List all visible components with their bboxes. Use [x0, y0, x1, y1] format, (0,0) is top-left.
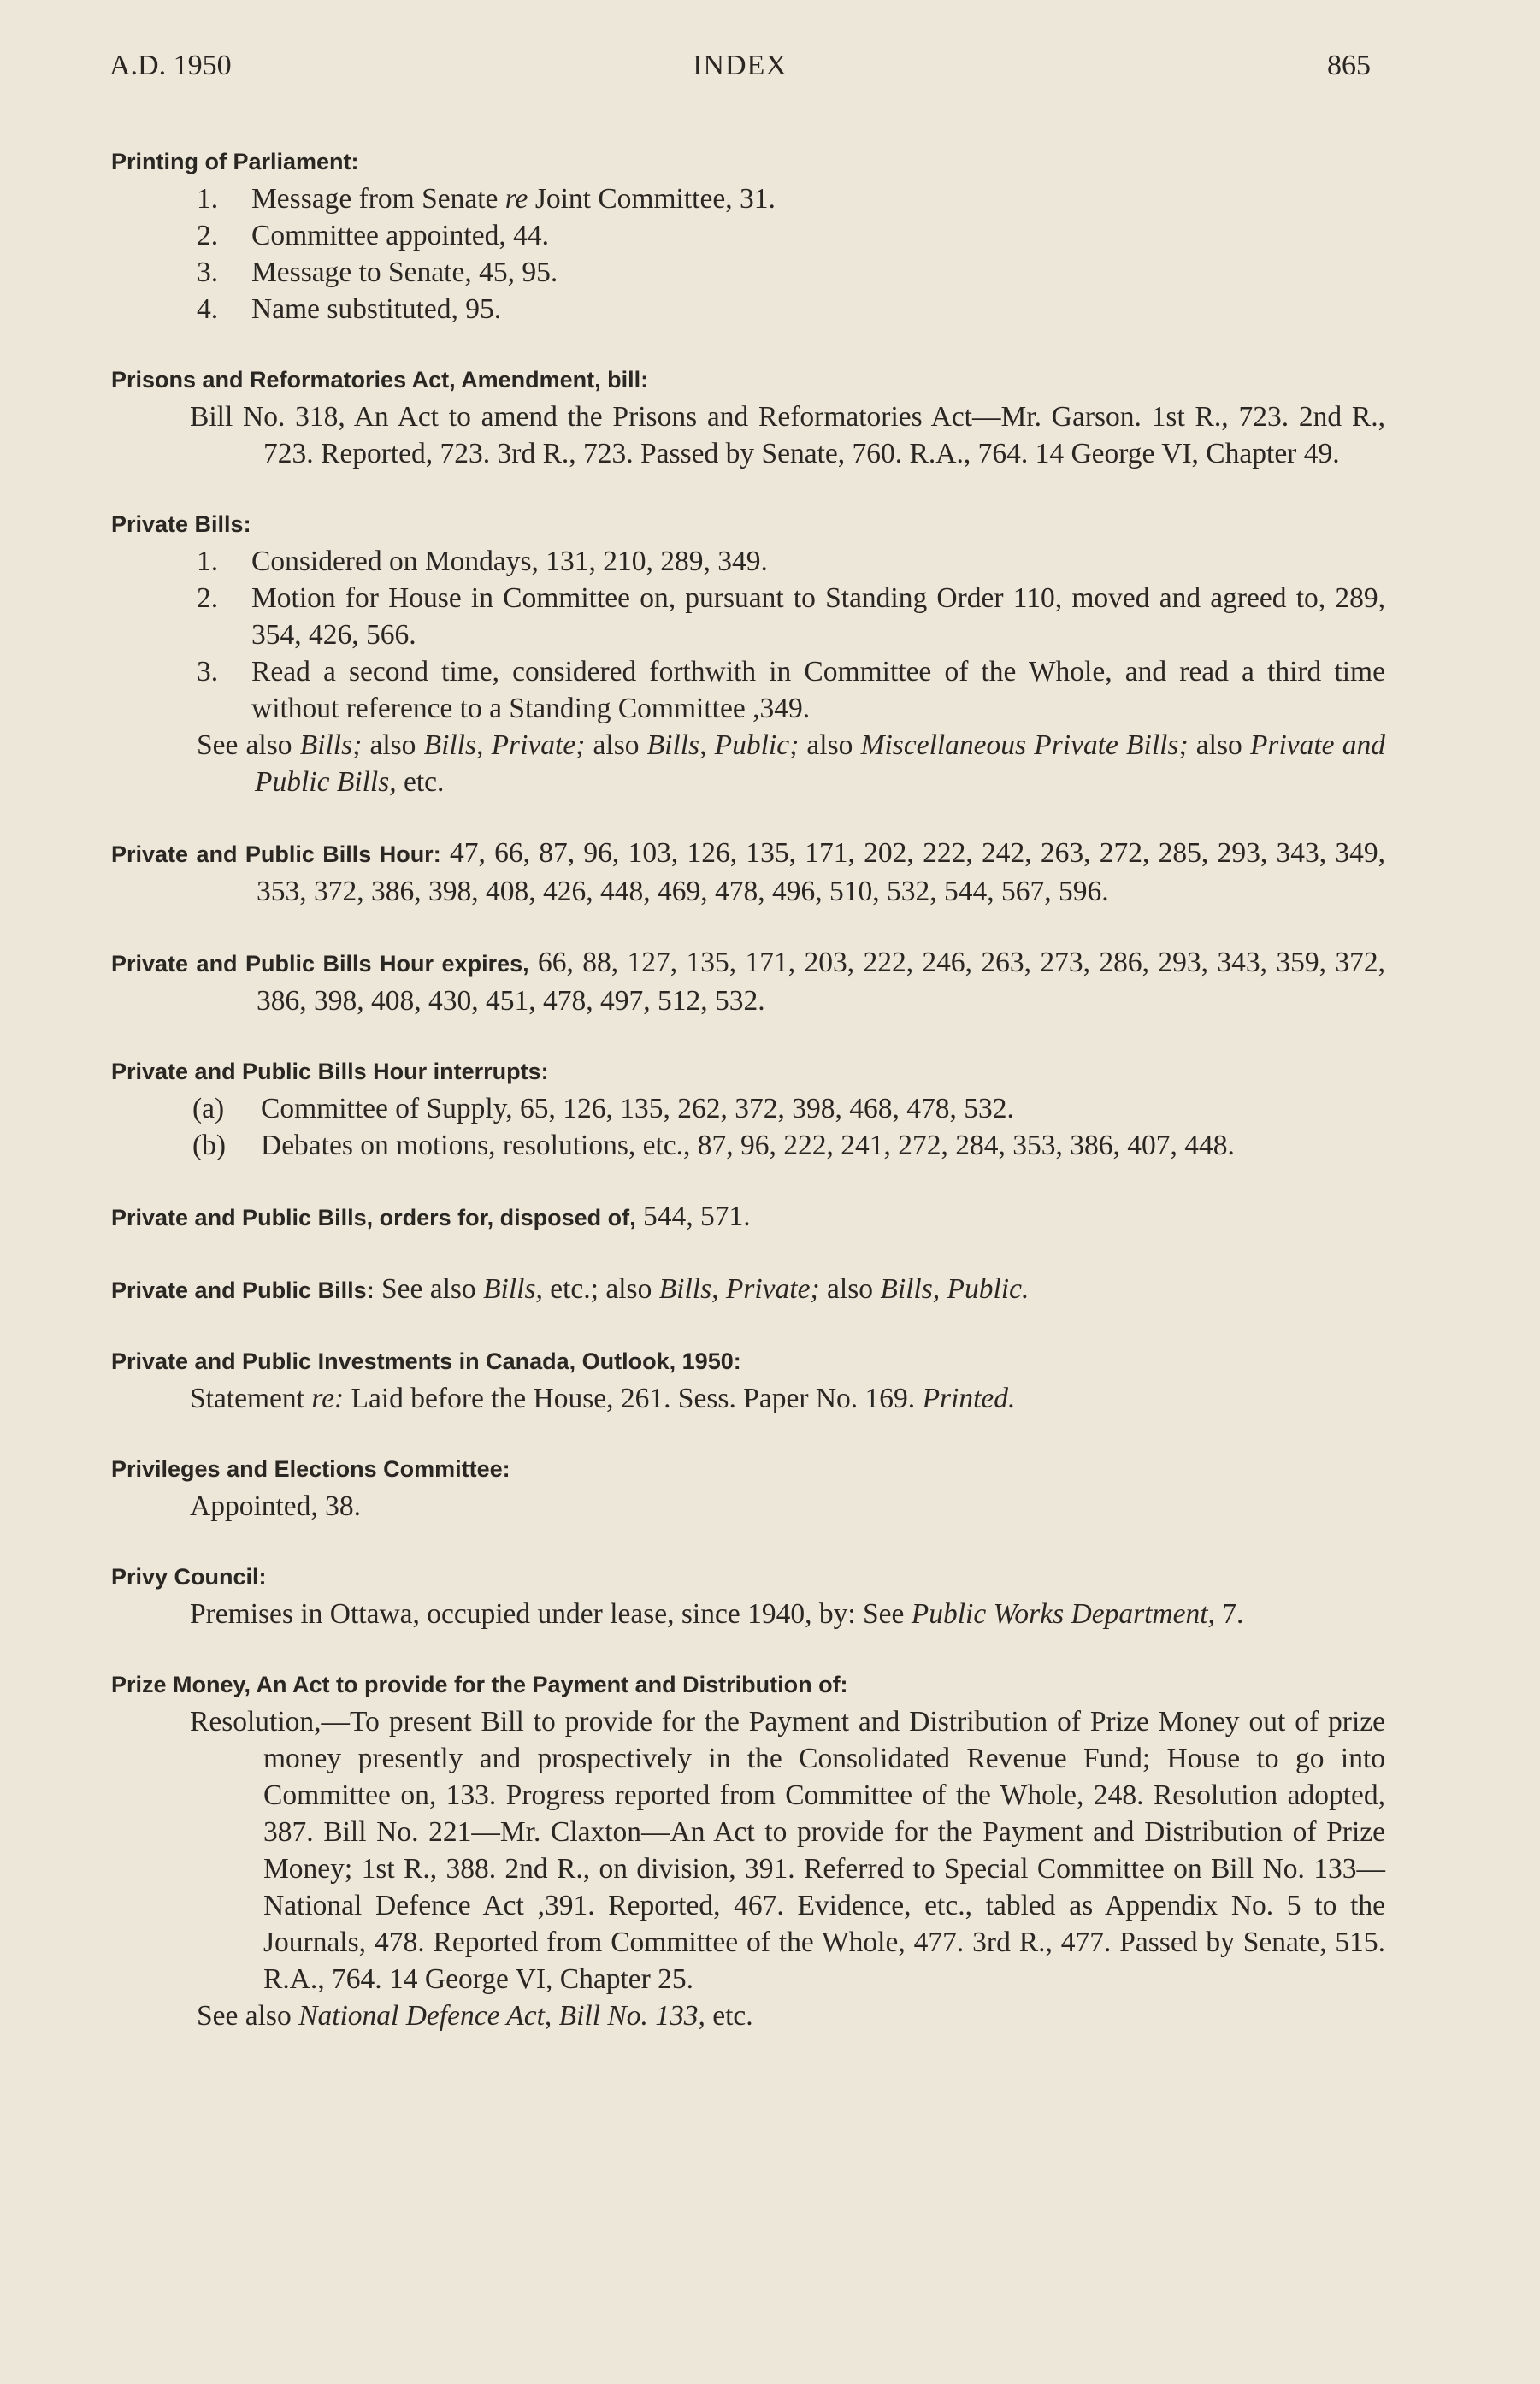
entry-investments-outlook	[111, 1343, 1385, 1417]
entry-body: 66, 88, 127, 135, 171, 203, 222, 246, 263, 273, 286, 293, 343, 359, 372, 386, 398, 408, 430, 451, 478, 497, 512, 532.	[257, 947, 1385, 1017]
entry-body: Resolution,—To present Bill to provide for the Payment and Distribution of Prize Money out of prize money presently and prospectively in the Consolidated Revenue Fund; House to go into Committee on, 133. Progress reported from Committee of the Whole, 248. Resolution adopted, 387. Bill No. 221—Mr. Claxton—An Act to provide for the Payment and Distribution of Prize Money; 1st R., 388. 2nd R., on division, 391. Referred to Special Committee on Bill No. 133—National Defence Act ,391. Reported, 467. Evidence, etc., tabled as Appendix No. 5 to the Journals, 478. Reported from Committee of the Whole, 477. 3rd R., 477. Passed by Senate, 515. R.A., 764. 14 George VI, Chapter 25.	[190, 1706, 1385, 1995]
see-also: See also National Defence Act, Bill No. 133, etc.	[197, 2000, 753, 2032]
list-item: 3. Read a second time, considered forthwith in Committee of the Whole, and read a third time without reference to a Standing Committee ,349.	[197, 656, 1385, 724]
entry-heading: Private Bills:	[111, 511, 251, 537]
entry-body: Appointed, 38.	[190, 1490, 362, 1522]
list-item: 3. Message to Senate, 45, 95.	[197, 257, 558, 288]
entry-body: 544, 571.	[635, 1201, 751, 1232]
index-content	[111, 144, 1385, 2068]
list-item: 2. Committee appointed, 44.	[197, 220, 549, 251]
see-also: See also Bills; also Bills, Private; also Bills, Public; also Miscellaneous Private Bills; also Private and Public Bills, etc.	[197, 729, 1385, 798]
list-item: 2. Motion for House in Committee on, pursuant to Standing Order 110, moved and agreed to, 289, 354, 426, 566.	[197, 582, 1385, 651]
entry-private-public-bills-hour	[111, 835, 1385, 910]
list-item: 4. Name substituted, 95.	[197, 293, 502, 325]
header-year: A.D. 1950	[109, 50, 232, 81]
entry-body: 47, 66, 87, 96, 103, 126, 135, 171, 202, 222, 242, 263, 272, 285, 293, 343, 349, 353, 372, 386, 398, 408, 426, 448, 469, 478, 496, 510, 532, 544, 567, 596.	[257, 837, 1385, 907]
entry-heading: Private and Public Bills Hour interrupts:	[111, 1059, 549, 1084]
header-title: INDEX	[693, 50, 788, 81]
entry-heading: Printing of Parliament:	[111, 149, 359, 174]
list-item: 1. Considered on Mondays, 131, 210, 289, 349.	[197, 546, 768, 577]
entry-heading: Private and Public Bills, orders for, disposed of,	[111, 1205, 636, 1230]
entry-heading: Privy Council:	[111, 1564, 267, 1590]
entry-printing-of-parliament	[111, 144, 1385, 328]
entry-heading: Privileges and Elections Committee:	[111, 1456, 510, 1482]
entry-prize-money	[111, 1667, 1385, 2034]
entry-heading: Private and Public Bills Hour:	[111, 841, 441, 867]
list-item: (b) Debates on motions, resolutions, etc., 87, 96, 222, 241, 272, 284, 353, 386, 407, 448.	[192, 1130, 1235, 1161]
entry-bills-orders-disposed	[111, 1198, 1385, 1236]
page-number: 865	[1327, 50, 1371, 81]
entry-privileges-elections	[111, 1451, 1385, 1525]
entry-heading: Private and Public Investments in Canada, Outlook, 1950:	[111, 1348, 741, 1374]
entry-heading: Prize Money, An Act to provide for the Payment and Distribution of:	[111, 1672, 848, 1697]
entry-bills-hour-interrupts	[111, 1053, 1385, 1164]
entry-private-bills	[111, 506, 1385, 800]
entry-heading: Private and Public Bills:	[111, 1278, 375, 1303]
entry-body: Bill No. 318, An Act to amend the Prisons and Reformatories Act—Mr. Garson. 1st R., 723. 2nd R., 723. Reported, 723. 3rd R., 723. Passed by Senate, 760. R.A., 764. 14 George VI, Chapter 49.	[190, 401, 1385, 469]
entry-prisons-reformatories-act	[111, 362, 1385, 472]
entry-bills-hour-expires	[111, 944, 1385, 1019]
entry-bills-see-also: Private and Public Bills: See also Bills, etc.; also Bills, Private; also Bills, Public.	[111, 1273, 1030, 1305]
list-item: 1. Message from Senate re Joint Committee, 31.	[197, 183, 776, 215]
list-item: (a) Committee of Supply, 65, 126, 135, 262, 372, 398, 468, 478, 532.	[192, 1093, 1014, 1124]
entry-heading: Private and Public Bills Hour expires,	[111, 951, 529, 977]
entry-heading: Prisons and Reformatories Act, Amendment, bill:	[111, 367, 649, 392]
entry-body: Premises in Ottawa, occupied under lease, since 1940, by: See Public Works Department, 7.	[190, 1598, 1244, 1630]
entry-body: Statement re: Laid before the House, 261. Sess. Paper No. 169. Printed.	[190, 1383, 1016, 1414]
page-header	[109, 50, 1371, 92]
entry-privy-council	[111, 1559, 1385, 1632]
